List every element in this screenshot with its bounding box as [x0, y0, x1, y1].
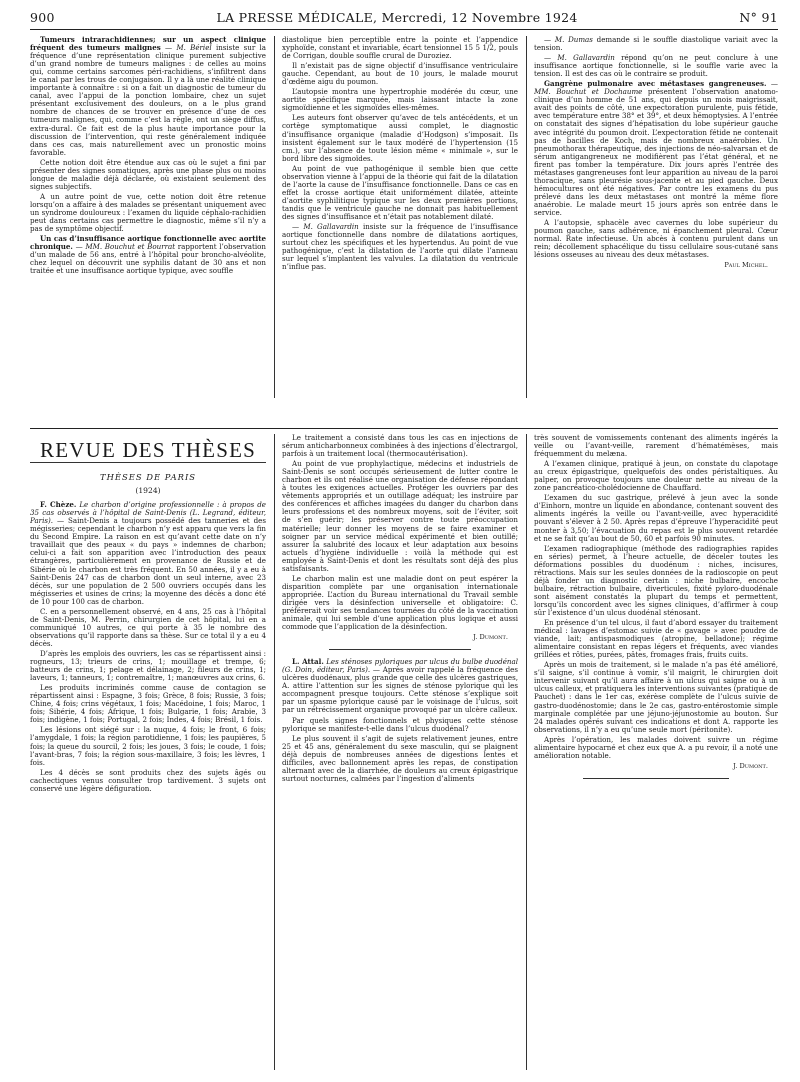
paragraph-text: A un autre point de vue, cette notion doit être retenue lorsqu’on a affaire à des malades se présentant uniquement avec un syndrome douloureux : l’examen du liquide céphalo-rachidien peut dans certains cas permettre le diagnostic, même s’il n’y a pas de symptôme objectif.: [30, 191, 266, 234]
revue-column-3: [534, 434, 778, 1074]
author-name: M. Gallavardin: [557, 53, 615, 63]
paragraph: [282, 460, 518, 573]
separator-rule: [583, 778, 729, 779]
column-divider: [274, 434, 275, 1070]
year-label: (1924): [135, 486, 161, 496]
paragraph-text: D’après les emplois des ouvriers, les cas se répartissent ainsi : rogneurs, 13; trieurs de crins, 1; mouillage et trempe, 6; batteurs de crins, 1; pelage et délainage, 2; fileurs de crins, 1; laveurs, 1; tanneurs, 1; contremaître, 1; manœuvres aux crins, 6.: [30, 648, 266, 683]
paragraph-text: présentent l’observation anatomo-clinique d’un homme de 51 ans, qui depuis un mois maigrissait, avait des points de côté, une expectoration purulente, puis fétide, avec température entre 38° et 39°, et deux hémoptysies. A l’entrée on constatait des signes d’hépatisation du lobe supérieur gauche avec intégrité du poumon droit. L’expectoration fétide ne contenait pas de bacilles de Koch, mais de nombreux anaérobies. Un pneumothorax thérapeutique, des injections de néo-salvarsan et de sérum antigangreneux ne modifièrent pas l’état général, et ne firent pas tomber la température. Dix jours après l’entrée des métastases gangreneuses font leur apparition au niveau de la paroi thoracique, sans pleurésie sous-jacente et au pied gauche. Deux hémocultures ont été négatives. Par contre les examens du pus prélevé dans les deux métastases ont montré la même flore anaérobie. Le malade meurt 15 jours après son entrée dans le service.: [534, 87, 778, 217]
header-rule: [30, 29, 778, 30]
paragraph-text: insiste sur la fréquence d’une représentation clinique purement subjective d’un grand nombre de tumeurs malignes : de celles au moins qui, comme certains sarcomes péri-rachidiens, s’infiltrent dans le canal par les trous de conjugaison. Il y a là une réalité clinique importante à connaître : si on a fait un diagnostic de tumeur du canal, avec l’appui de la ponction lombaire, chez un sujet présentant exclusivement des douleurs, on a le plus grand nombre de chances de se trouver en présence d’une de ces tumeurs malignes, qui, comme c’est la règle, ont un siège diffus, extra-dural. Ce fait est de la plus haute importance pour la discussion de l’intervention, qui reste généralement indiquée dans ces cas, mais naturellement avec un pronostic moins favorable.: [30, 43, 266, 157]
issue-number: N° 91: [739, 9, 778, 25]
paragraph-text: En présence d’un tel ulcus, il faut d’abord essayer du traitement médical : lavages d’estomac suivie de « gavage » avec poudre de viande, lait; antispasmodiques (atropine, belladone); régime alimentaire consistant en repas légers et fréquents, avec viandes grillées et rôties, purées, pâtes, fromages frais, fruits cuits.: [534, 618, 778, 660]
paragraph-text: répond qu’on ne peut conclure à une insuffisance aortique fonctionnelle, si le souffle varie avec la tension. Il est des cas où le contraire se produit.: [534, 53, 778, 79]
heading-rule: [30, 462, 266, 463]
paragraph-text: Au point de vue pathogénique il semble bien que cette observation vienne à l’appui de la théorie qui fait de la dilatation de l’aorte la cause de l’insuffisance fonctionnelle. Dans ce cas en effet la crosse aortique était uniformément dilatée, atteinte d’aortite syphilitique typique sur les deux premières portions, tandis que le ventricule gauche ne donnait pas habituellement des signes d’insuffisance et n’était pas notablement dilaté.: [282, 163, 518, 221]
paragraph: [534, 460, 778, 492]
paragraph: [534, 736, 778, 760]
paragraph: Un cas d’insuffisance aortique fonctionnelle avec aortite chronique. — MM. Bouchut et Bourrat rapportent l’observation d’un malade de 56 ans, entré à l’hôpital pour broncho-alvéolite, chez lequel on découvrit une syphilis datant de 30 ans et non traitée et une insuffisance aortique typique, avec souffle: [30, 234, 266, 276]
paragraph-text: insiste sur la fréquence de l’insuffisance aortique fonctionnelle dans nombre de dilatations aortiques, surtout chez les spécifiques et les hypertendus. Au point de vue pathogénique, c’est la dilatation de l’aorte qui dilate l’anneau sur lequel s’implantent les valvules. La dilatation du ventricule n’influe pas.: [282, 222, 518, 272]
paragraph-text: diastolique bien perceptible entre la pointe et l’appendice xyphoïde, constant et invariable, écart tensionnel 15 5 1/2, pouls de Corrigan, double souffle crural de Duroziez.: [282, 36, 518, 61]
paragraph: [282, 62, 518, 86]
revue-column-2: [282, 434, 518, 1074]
paragraph: — M. Gallavardin insiste sur la fréquence de l’insuffisance aortique fonctionnelle dans nombre de dilatations aortiques, surtout chez les spécifiques et les hypertendus. Au point de vue pathogénique, c’est la dilatation de l’aorte qui dilate l’anneau sur lequel s’implantent les valvules. La dilatation du ventricule n’influe pas.: [282, 222, 518, 272]
paragraph-text: Le charbon malin est une maladie dont on peut espérer la disparition complète par une organisation internationale appropriée. L’action du Bureau international du Travail semble dirigée vers la désinfection universelle et obligatoire: C. préférerait voir ses tendances tournées du côté de la vaccination animale, qui lui semble d’une application plus logique et aussi commode que l’application de la désinfection.: [282, 573, 518, 632]
paragraph-text: — Saint-Denis a toujours possédé des tanneries et des mégisseries; cependant le charbon n’y est apparu que vers la fin du Second Empire. La raison en est qu’avant cette date on n’y travaillait que des peaux « du pays » indemnes de charbon; celui-ci a fait son apparition avec l’introduction des peaux étrangères, particulièrement en provenance de Russie et de Sibérie où le charbon est très fréquent. En 50 années, il y a eu à Saint-Denis 247 cas de charbon dont un seul interne, avec 23 décès, sur une population de 2 500 ouvriers occupés dans les mégisseries et usines de crins; la moyenne des décès a donc été de 10 pour 100 cas de charbon.: [30, 516, 266, 606]
paragraph-text: Les 4 décès se sont produits chez des sujets âgés ou cachectiques venus consulter trop tardivement. 3 sujets ont conservé une légère défiguration.: [30, 767, 266, 793]
subheading: THÈSES DE PARIS: [99, 472, 196, 483]
paragraph: [30, 193, 266, 233]
column-divider: [274, 36, 275, 398]
paragraph-text: Le plus souvent il s’agit de sujets relativement jeunes, entre 25 et 45 ans, généralement du sexe masculin, qui se plaignent déjà depuis de nombreuses années de digestions lentes et difficiles, avec ballonnement après les repas, de constipation alternant avec de la diarrhée, de douleurs au creux épigastrique surtout nocturnes, calmées par l’ingestion d’aliments: [282, 733, 518, 783]
author-name: M. Bériel: [176, 43, 212, 53]
separator-rule: [329, 649, 471, 650]
author-name: M. Gallavardin: [303, 222, 359, 232]
paragraph: [282, 165, 518, 221]
paragraph: [30, 769, 266, 793]
paragraph-text: Les lésions ont siégé sur : la nuque, 4 fois; le front, 6 fois; l’amygdale, 1 fois; la région parotidienne, 1 fois; les paupières, 5 fois; la queue du sourcil, 2 fois; les joues, 3 fois; le coude, 1 fois; l’avant-bras, 7 fois; la région sous-maxillaire, 3 fois; les lèvres, 1 fois.: [30, 725, 266, 767]
author-name: MM. Bouchut et Bourrat: [85, 242, 176, 252]
paragraph-text: Après un mois de traitement, si le malade n’a pas été amélioré, s’il saigne, s’il continue à vomir, s’il maigrit, le chirurgien doit intervenir suivant qu’il aura affaire à un ulcus qui saigne ou à un ulcus calleux, et pratiquera les interventions suivantes (pratique de Pauchet) : dans le 1er cas, exérèse complète de l’ulcus suivie de gastro-duodénostomie; dans le 2e cas, gastro-entérostomie simple marginale complétée par une jéjuno-jéjunostomie au bouton. Sur 24 malades opérés suivant ces indications et dont A. rapporte les observations, il n’y a eu qu’une seule mort (péritonite).: [534, 660, 778, 734]
paragraph-text: L’examen du suc gastrique, prélevé à jeun avec la sonde d’Einhorn, montre un liquide en abondance, contenant souvent des aliments ingérés la veille ou l’avant-veille, avec hyperacidité pouvant s’élever à 2 50. Après repas d’épreuve l’hyperacidité peut monter à 3,50; l’évacuation du repas est le plus souvent retardée et ne se fait qu’au bout de 50, 60 et parfois 90 minutes.: [534, 493, 778, 543]
paragraph-text: A l’examen clinique, pratiqué à jeun, on constate du clapotage au creux épigastrique, quelquefois des ondes péristaltiques. Au palper, on provoque toujours une douleur nette au niveau de la zone pancréatico-cholédocienne de Chauffard.: [534, 459, 778, 493]
paragraph: [30, 650, 266, 682]
column-divider: [526, 434, 527, 1070]
paragraph: [282, 735, 518, 783]
paragraph-text: Par quels signes fonctionnels et physiques cette sténose pylorique se manifeste-t-elle dans l’ulcus duodénal?: [282, 715, 518, 733]
top-column-2: [282, 36, 518, 400]
signature: J. Dumont.: [473, 633, 508, 642]
paragraph: — M. Dumas demande si le souffle diastolique variait avec la tension.: [534, 36, 778, 53]
paragraph: [534, 494, 778, 542]
paragraph: Tumeurs intrarachidiennes; sur un aspect clinique fréquent des tumeurs malignes — M. Bériel insiste sur la fréquence d’une représentation clinique purement subjective d’un grand nombre de tumeurs malignes : de celles au moins qui, comme certains sarcomes péri-rachidiens, s’infiltrent dans le canal par les trous de conjugaison. Il y a là une réalité clinique importante à connaître : si on a fait un diagnostic de tumeur du canal, avec l’appui de la ponction lombaire, chez un sujet présentant exclusivement des douleurs, on a le plus grand nombre de chances de se trouver en présence d’une de ces tumeurs malignes, qui, comme c’est la règle, ont un siège diffus, extra-dural. Ce fait est de la plus haute importance pour la discussion de l’intervention, qui reste généralement indiquée dans ces cas, mais naturellement avec un pronostic moins favorable.: [30, 36, 266, 157]
paragraph: [30, 159, 266, 191]
paragraph-text: rapportent l’observation d’un malade de 56 ans, entré à l’hôpital pour broncho-alvéolite, chez lequel on découvrit une syphilis datant de 30 ans et non traitée et une insuffisance aortique typique, avec souffle: [30, 242, 266, 276]
thesis-title: Les sténoses pyloriques par ulcus du bulbe duodénal (G. Doin, éditeur, Paris).: [282, 657, 518, 675]
paragraph-text: L’autopsie montra une hypertrophie modérée du cœur, une aortite spécifique marquée, mais laissant intacte la zone sigmoïdienne et les sigmoïdes elles-mêmes.: [282, 87, 518, 113]
paragraph-text: demande si le souffle diastolique variait avec la tension.: [534, 36, 778, 53]
paragraph-text: Le traitement a consisté dans tous les cas en injections de sérum anticharbonneux combinées à des injections d’électrargol, parfois à un traitement local (thermocautérisation).: [282, 434, 518, 459]
paragraph-text: C. en a personnellement observé, en 4 ans, 25 cas à l’hôpital de Saint-Denis, M. Perrin, chirurgien de cet hôpital, lui en a communiqué 10 autres, ce qui porte à 35 le nombre des observations qu’il rapporte dans sa thèse. Sur ce total il y a eu 4 décès.: [30, 606, 266, 648]
page-number: 900: [30, 9, 55, 25]
paragraph: [30, 501, 266, 606]
paragraph: [534, 661, 778, 733]
paragraph: [30, 684, 266, 724]
paragraph: [534, 219, 778, 259]
paragraph-text: très souvent de vomissements contenant des aliments ingérés la veille ou l’avant-veille, rarement d’hématémèses, mais fréquemment du melæna.: [534, 434, 778, 459]
revue-column-1: [30, 432, 266, 1072]
paragraph-text: Après l’opération, les malades doivent suivre un régime alimentaire hypocarné et chez eux que A. a pu revoir, il a noté une amélioration notable.: [534, 734, 778, 760]
thesis-title: Le charbon d’origine professionnelle : à propos de 35 cas observés à l’hôpital de Saint-Denis (L. Legrand, éditeur, Paris).: [30, 500, 266, 526]
signature: Paul Michel.: [724, 261, 768, 270]
paragraph-text: Au point de vue prophylactique, médecins et industriels de Saint-Denis se sont occupés sérieusement de lutter contre le charbon et ils ont réalisé une organisation de défense répondant à toutes les exigences actuelles. Protéger les ouvriers par des vêtements appropriés et un outillage adéquat; les instruire par des conférences et affiches imagées du danger du charbon dans leurs professions et des nombreux moyens, soit de l’éviter, soit de s’en guérir; les préserver contre toute préoccupation matérielle; leur donner les moyens de se faire examiner et soigner par un service médical expérimenté et bien outillé; assurer la salubrité des locaux et leur adaptation aux besoins actuels d’hygiène individuelle : voilà la méthode qui est employée à Saint-Denis et dont les résultats sont déjà des plus satisfaisants.: [282, 459, 518, 573]
paragraph: [534, 619, 778, 659]
article-title: L. Attal.: [292, 657, 324, 667]
paragraph: [282, 88, 518, 112]
paragraph-text: Les auteurs font observer qu’avec de tels antécédents, et un cortège symptomatique aussi complet, le diagnostic d’insuffisance organique (maladie d’Hodgson) s’imposait. Ils insistent également sur le taux modéré de l’hypertension (15 cm.), sur l’absence de toute lésion même « minimale », sur le bord libre des sigmoïdes.: [282, 113, 518, 163]
section-heading: REVUE DES THÈSES: [40, 438, 256, 462]
author-name: MM. Bouchut et Dochaume: [534, 87, 643, 97]
paragraph: [30, 726, 266, 766]
paragraph: [282, 36, 518, 60]
paragraph-text: Les produits incriminés comme cause de contagion se répartissent ainsi : Espagne, 3 fois; Grèce, 8 fois; Russie, 3 fois; Chine, 4 fois; crins végétaux, 1 fois; Macédoine, 1 fois; Maroc, 1 fois; Sibérie, 4 fois; Afrique, 1 fois; Bulgarie, 1 fois; Arabie, 3 fois; indigène, 1 fois; Portugal, 2 fois; Indes, 4 fois; Brésil, 1 fois.: [30, 683, 266, 725]
top-column-3: [534, 36, 778, 400]
article-title: Gangrène pulmonaire avec métastases gangreneuses.: [544, 79, 767, 89]
article-title: Tumeurs intrarachidiennes; sur un aspect clinique fréquent des tumeurs malignes: [30, 36, 266, 53]
paragraph: [534, 545, 778, 617]
column-divider: [526, 36, 527, 398]
paragraph: [30, 608, 266, 648]
author-name: M. Dumas: [554, 36, 593, 44]
paragraph-text: L’examen radiographique (méthode des radiographies rapides en séries) permet, à l’heure actuelle, de déceler toutes les déformations possibles du duodénum : niches, incisures, rétractions. Mais sur les seules données de la radioscopie on peut déjà fonder un diagnostic certain : niche bulbaire, encoche bulbaire, rétraction bulbaire, diverticules, fixité pyloro-duodénale sont aisément constatés la plupart du temps et permettent, lorsqu’ils concordent avec les signes cliniques, d’affirmer à coup sûr l’existence d’un ulcus duodénal sténosant.: [534, 543, 778, 617]
paragraph-text: Cette notion doit être étendue aux cas où le sujet a fini par présenter des signes somatiques, après une phase plus ou moins longue de maladie déjà déclarée, où existaient seulement des signes subjectifs.: [30, 157, 266, 191]
page-header: [30, 6, 778, 28]
paragraph: Gangrène pulmonaire avec métastases gangreneuses. — MM. Bouchut et Dochaume présentent l’observation anatomo-clinique d’un homme de 51 ans, qui depuis un mois maigrissait, avait des points de côté, une expectoration purulente, puis fétide, avec température entre 38° et 39°, et deux hémoptysies. A l’entrée on constatait des signes d’hépatisation du lobe supérieur gauche avec intégrité du poumon droit. L’expectoration fétide ne contenait pas de bacilles de Koch, mais de nombreux anaérobies. Un pneumothorax thérapeutique, des injections de néo-salvarsan et de sérum antigangreneux ne modifièrent pas l’état général, et ne firent pas tomber la température. Dix jours après l’entrée des métastases gangreneuses font leur apparition au niveau de la paroi thoracique, sans pleurésie sous-jacente et au pied gauche. Deux hémocultures ont été négatives. Par contre les examens du pus prélevé dans les deux métastases ont montré la même flore anaérobie. Le malade meurt 15 jours après son entrée dans le service.: [534, 79, 778, 217]
paragraph-text: A l’autopsie, sphacèle avec cavernes du lobe supérieur du poumon gauche, sans adhérence, ni épanchement pleural. Cœur normal. Rate infectieuse. Un abcès à contenu purulent dans un rein; décollement sphacélique du tissu cellulaire sous-cutané sans lésions osseuses au niveau des deux métastases.: [534, 218, 778, 260]
paragraph: [282, 575, 518, 631]
section-rule: [30, 428, 778, 429]
paragraph-text: — Après avoir rappelé la fréquence des ulcères duodénaux, plus grande que celle des ulcères gastriques, A. attire l’attention sur les signes de sténose pylorique qui les accompagnent presque toujours. Cette sténose s’explique soit par un spasme pylorique causé par le voisinage de l’ulcus, soit par un rétrécissement organique provoqué par un ulcère calleux.: [282, 665, 518, 715]
paragraph: — M. Gallavardin répond qu’on ne peut conclure à une insuffisance aortique fonctionnelle, si le souffle varie avec la tension. Il est des cas où le contraire se produit.: [534, 53, 778, 79]
article-title: F. Chèze.: [40, 500, 77, 510]
paragraph: [282, 717, 518, 733]
paragraph: [534, 434, 778, 458]
paragraph: [282, 658, 518, 714]
article-title: Un cas d’insuffisance aortique fonctionnelle avec aortite chronique.: [30, 234, 266, 252]
paragraph: [282, 434, 518, 458]
top-column-1: [30, 36, 266, 400]
journal-title: LA PRESSE MÉDICALE, Mercredi, 12 Novembre 1924: [216, 9, 578, 25]
signature: J. Dumont.: [733, 761, 768, 770]
paragraph-text: Il n’existait pas de signe objectif d’insuffisance ventriculaire gauche. Cependant, au bout de 10 jours, le malade mourut d’œdème aigu du poumon.: [282, 61, 518, 87]
revue-col1-body: [30, 501, 266, 793]
paragraph: [282, 114, 518, 162]
